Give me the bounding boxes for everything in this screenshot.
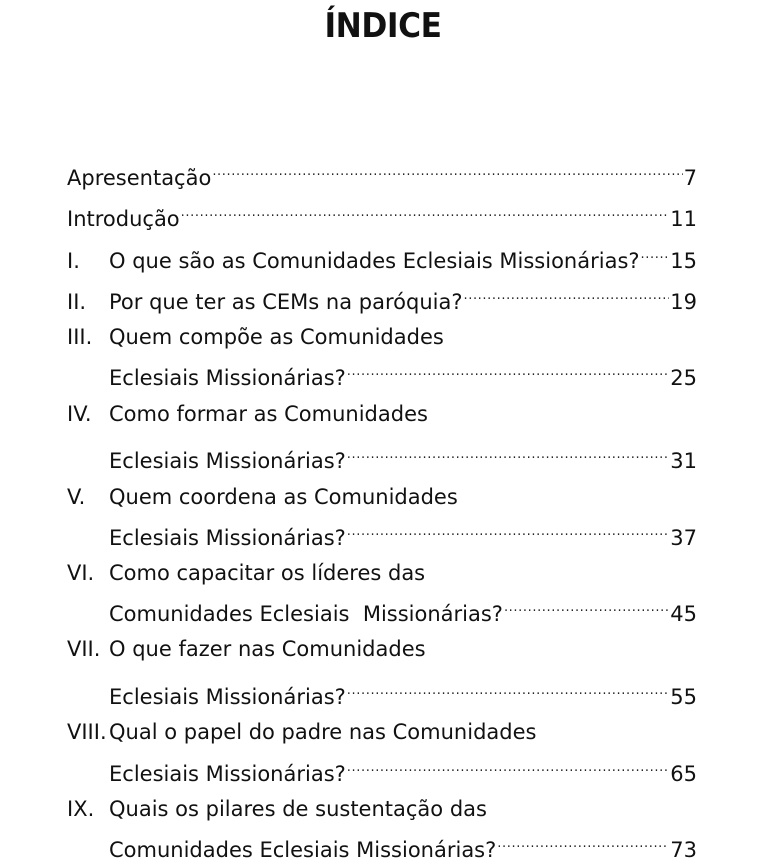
- toc-entry-chapter-5-line-2[interactable]: [67, 519, 697, 550]
- toc-page-number: 45: [670, 602, 697, 626]
- toc-entry-chapter-3-line-1[interactable]: [67, 324, 697, 350]
- dot-leader: [347, 359, 669, 385]
- chapter-number: II.: [67, 290, 87, 314]
- toc-page-number: 31: [670, 449, 697, 473]
- chapter-number: III.: [67, 325, 93, 349]
- toc-page-number: 37: [670, 526, 697, 550]
- toc-entry-title: Introdução: [67, 207, 180, 231]
- chapter-number: IV.: [67, 402, 92, 426]
- toc-page-number: 19: [670, 290, 697, 314]
- dot-leader: [181, 200, 670, 226]
- chapter-number: V.: [67, 485, 86, 509]
- toc-entry-title: Comunidades Eclesiais Missionárias?: [109, 838, 497, 862]
- toc-entry-chapter-7-line-2[interactable]: [67, 678, 697, 709]
- toc-entry-title: O que são as Comunidades Eclesiais Missionárias?: [109, 249, 640, 273]
- toc-entry-title: Como capacitar os líderes das: [109, 561, 426, 585]
- dot-leader: [347, 755, 669, 781]
- toc-page-number: 15: [670, 249, 697, 273]
- chapter-number: VIII.: [67, 720, 107, 744]
- toc-entry-chapter-3-line-2[interactable]: [67, 359, 697, 390]
- dot-leader: [463, 283, 669, 309]
- dot-leader: [497, 831, 669, 857]
- toc-entry-title: Eclesiais Missionárias?: [109, 366, 346, 390]
- toc-entry-chapter-1[interactable]: [67, 242, 697, 273]
- chapter-number: VI.: [67, 561, 95, 585]
- toc-page-number: 25: [670, 366, 697, 390]
- toc-entry-chapter-2[interactable]: [67, 283, 697, 314]
- toc-entry-title: Apresentação: [67, 166, 212, 190]
- toc-entry-chapter-6-line-1[interactable]: [67, 560, 697, 586]
- toc-entry-chapter-4-line-1[interactable]: [67, 401, 697, 427]
- toc-entry-introducao[interactable]: [67, 200, 697, 231]
- toc-entry-chapter-9-line-1[interactable]: [67, 796, 697, 822]
- dot-leader: [347, 678, 669, 704]
- toc-entry-title: Como formar as Comunidades: [109, 402, 428, 426]
- toc-entry-title: Eclesiais Missionárias?: [109, 449, 346, 473]
- toc-entry-chapter-6-line-2[interactable]: [67, 595, 697, 626]
- toc-entry-title: Qual o papel do padre nas Comunidades: [109, 720, 537, 744]
- toc-entry-title: Por que ter as CEMs na paróquia?: [109, 290, 463, 314]
- toc-page-number: 7: [683, 166, 697, 190]
- chapter-number: IX.: [67, 797, 95, 821]
- toc-entry-apresentacao[interactable]: [67, 159, 697, 190]
- toc-page-number: 55: [670, 685, 697, 709]
- chapter-number: I.: [67, 249, 80, 273]
- toc-entry-chapter-8-line-2[interactable]: [67, 755, 697, 786]
- dot-leader: [504, 595, 669, 621]
- toc-entry-title: Comunidades Eclesiais Missionárias?: [109, 602, 503, 626]
- dot-leader: [641, 242, 670, 268]
- toc-entry-title: Eclesiais Missionárias?: [109, 526, 346, 550]
- toc-page-number: 11: [670, 207, 697, 231]
- dot-leader: [347, 519, 669, 545]
- toc-page-number: 65: [670, 762, 697, 786]
- toc-entry-title: Eclesiais Missionárias?: [109, 685, 346, 709]
- page-title: ÍNDICE: [324, 6, 442, 46]
- toc-entry-chapter-8-line-1[interactable]: [67, 719, 697, 745]
- toc-entry-title: O que fazer nas Comunidades: [109, 637, 426, 661]
- chapter-number: VII.: [67, 637, 101, 661]
- toc-entry-chapter-9-line-2[interactable]: [67, 831, 697, 862]
- toc-entry-chapter-4-line-2[interactable]: [67, 442, 697, 473]
- toc-page-number: 73: [670, 838, 697, 862]
- dot-leader: [212, 159, 682, 185]
- toc-entry-title: Quem coordena as Comunidades: [109, 485, 458, 509]
- toc-entry-title: Eclesiais Missionárias?: [109, 762, 346, 786]
- toc-entry-chapter-5-line-1[interactable]: [67, 484, 697, 510]
- toc-entry-title: Quem compõe as Comunidades: [109, 325, 444, 349]
- toc-entry-title: Quais os pilares de sustentação das: [109, 797, 487, 821]
- toc-entry-chapter-7-line-1[interactable]: [67, 636, 697, 662]
- dot-leader: [347, 442, 669, 468]
